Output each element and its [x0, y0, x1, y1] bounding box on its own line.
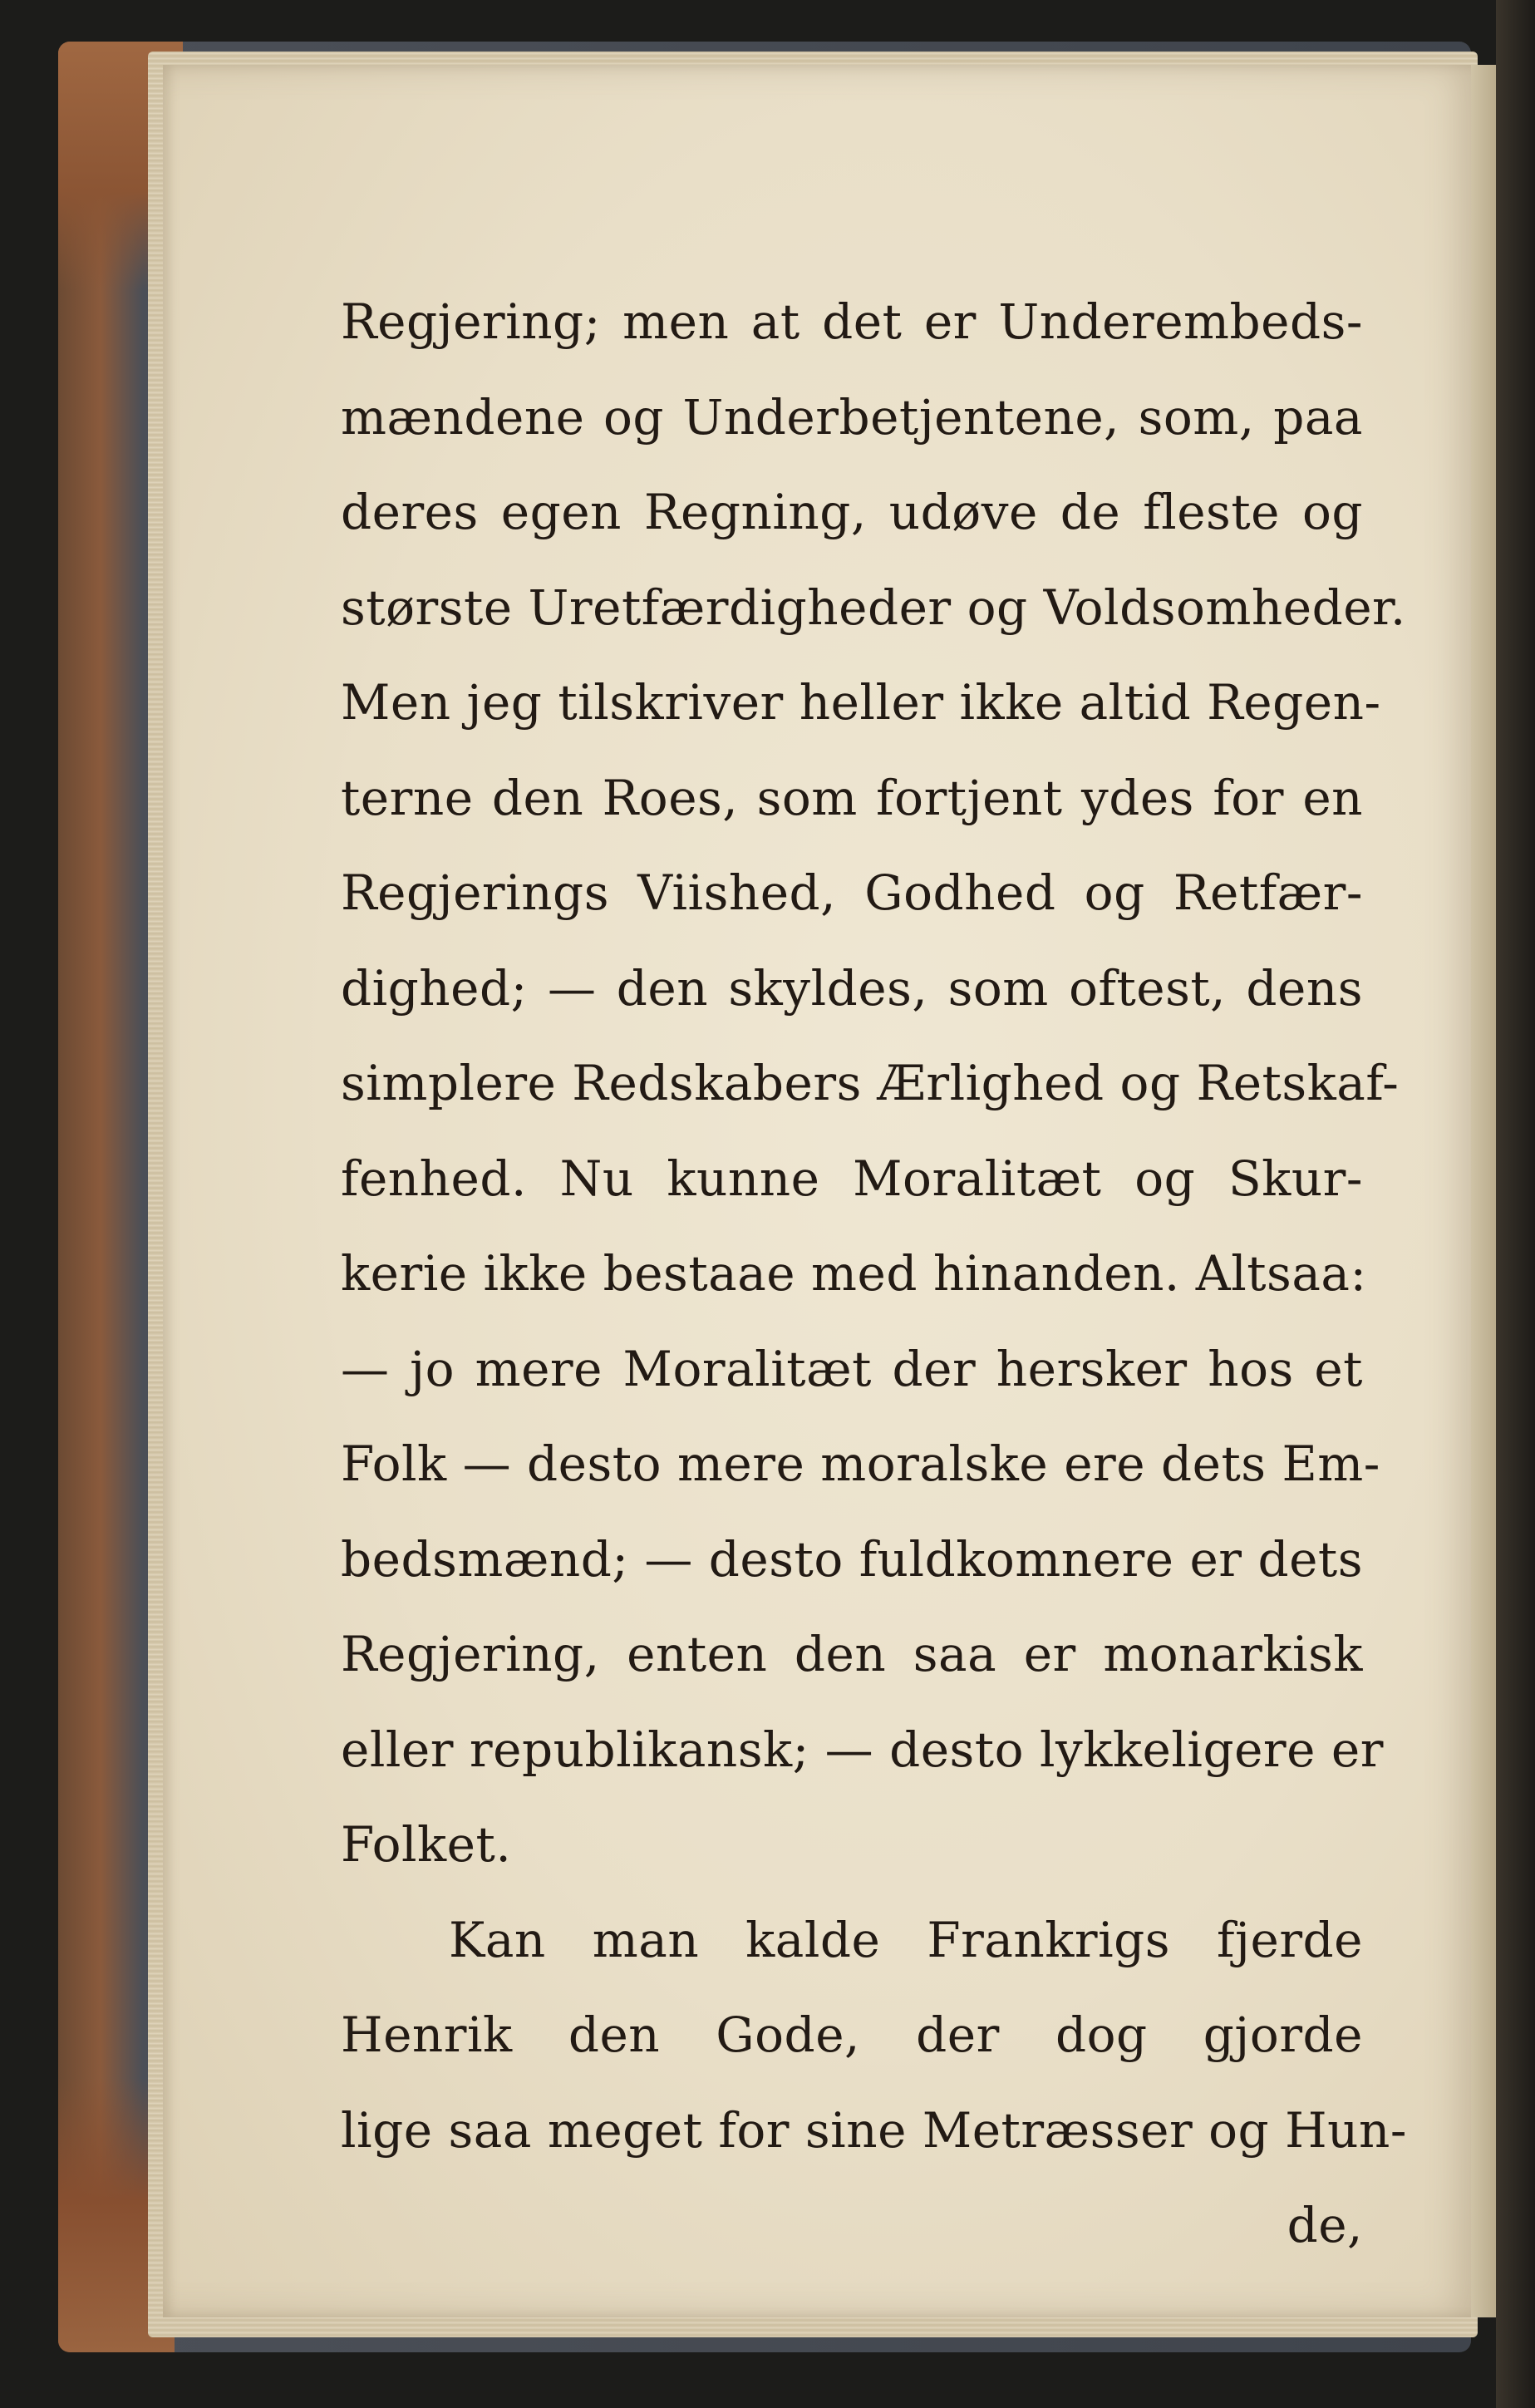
text-line-9: simplere Redskabers Ærlighed og Retskaf-: [341, 1055, 1400, 1111]
text-line-7: Regjerings Viished, Godhed og Retfær-: [341, 864, 1363, 921]
text-line-5: Men jeg tilskriver heller ikke altid Regen-: [341, 674, 1381, 731]
text-line-10: fenhed. Nu kunne Moralitæt og Skur-: [341, 1150, 1363, 1207]
page-text: [341, 274, 1407, 2273]
text-line-18: Kan man kalde Frankrigs fjerde: [449, 1911, 1363, 1968]
text-line-11: kerie ikke bestaae med hinanden. Altsaa:: [341, 1245, 1367, 1302]
text-line-6: terne den Roes, som fortjent ydes for en: [341, 769, 1363, 826]
text-line-1: Regjering; men at det er Underembeds-: [341, 293, 1363, 350]
text-line-19: Henrik den Gode, der dog gjorde: [341, 2007, 1363, 2063]
text-line-12: — jo mere Moralitæt der hersker hos et: [341, 1340, 1363, 1397]
book-spine: [1496, 0, 1535, 2408]
text-line-16: eller republikansk; — desto lykkeligere er: [341, 1721, 1384, 1778]
text-line-3: deres egen Regning, udøve de fleste og: [341, 484, 1363, 540]
text-line-20: lige saa meget for sine Metræsser og Hun-: [341, 2101, 1407, 2159]
text-line-14: bedsmænd; — desto fuldkomnere er dets: [341, 1530, 1363, 1588]
text-line-8: dighed; — den skyldes, som oftest, dens: [341, 959, 1363, 1017]
text-line-13: Folk — desto mere moralske ere dets Em-: [341, 1435, 1380, 1492]
text-line-17: Folket.: [341, 1816, 512, 1873]
catchword: de,: [1287, 2197, 1363, 2253]
text-line-2: mændene og Underbetjentene, som, paa: [341, 388, 1363, 446]
text-line-15: Regjering, enten den saa er monarkisk: [341, 1626, 1363, 1682]
text-line-4: største Uretfærdigheder og Voldsomheder.: [341, 579, 1406, 636]
